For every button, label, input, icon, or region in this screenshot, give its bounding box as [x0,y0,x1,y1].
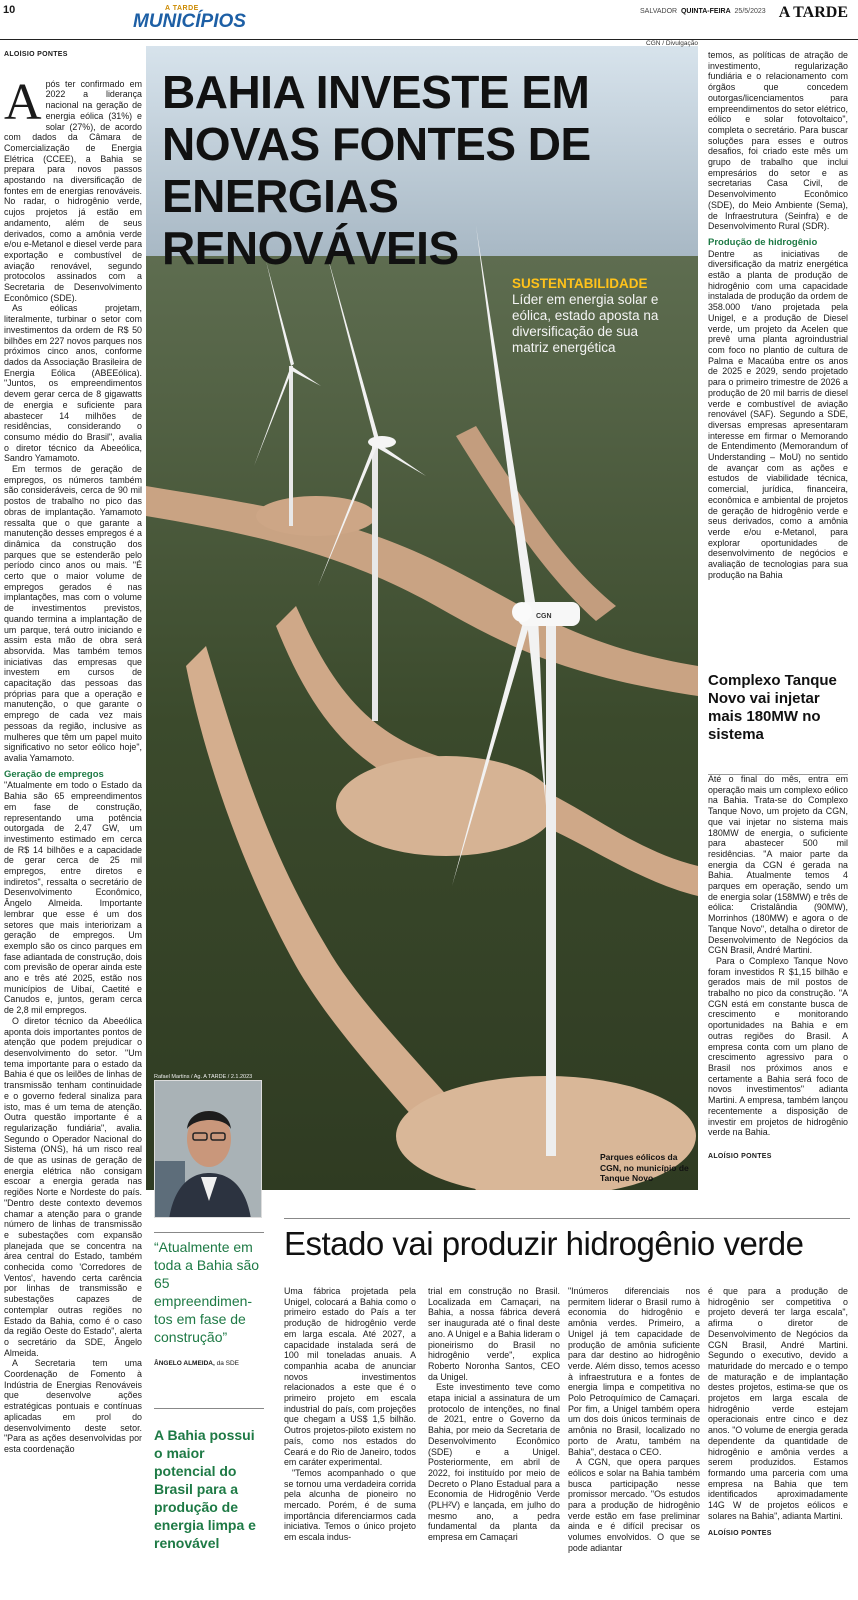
divider [154,1232,264,1233]
divider [284,1218,850,1219]
sidebar-headline: Complexo Tanque Novo vai injetar mais 180MW no sistema [708,672,848,775]
pull-quote-name: ÂNGELO ALMEIDA, [154,1360,215,1367]
story-column-3 [568,1286,700,1598]
left-column [4,50,142,1598]
story-byline: ALOÍSIO PONTES [708,1530,772,1538]
right-column [708,50,848,640]
paragraph: Em termos de geração de empregos, os números também são consideráveis, cerca de 90 mil postos de trabalho no pico das obras de implantação. Yamamoto ressalta que o que garante a manutenção desses empregos é a dinâmica da construção dos parques que se estenderão pelo período cinco anos ou mais. "É certo que o maior volume de empregos gerados é nas implantações, mas com o volume de investimentos previstos, quando termina a implantação de um parque, terá outro iniciando e assim esta mão de obra será absorvida. Mas também temos iniciativas das empresas que investem em cursos de capacitação das pessoas das próprias para que a operação e manutenção, o que garante o emprego de cada vez mais pessoas da região, inclusive as mulheres que têm um papel muito significativo no setor eólico hoje", avalia Yamamoto. [4,464,142,763]
lead-paragraph [4,73,142,304]
paragraph: Dentre as iniciativas de diversificação da matriz energética estão a planta de produção de hidrogênio com uma capacidade instalada de produção da ordem de 358.000 t/ano projetada pela Unigel, e a produção de Diesel verde, um projeto da Acelen que prevê uma planta agroindustrial com foco no plantio de cultura de Palma e Macaúba entre os anos de 2025 e 2029, sendo projetado para o primeiro trimestre de 2026 a produção de 20 mil barris de diesel verde e combustível de aviação renovável (SAF). Segundo a SDE, diversas empresas apresentaram interesse em firmar o Memorando de Entendimento (Memorandum of Understanding – MoU) no sentido de avançar com as ações e estudos de viabilidade técnica, comercial, jurídica, financeira, econômica e ambiental de projetos de geração de hidrogênio verde e seus derivados, como a amônia verde e/ou e-Metanol, para explorar oportunidades de desenvolvimento de negócios e avaliação de tecnologias para sua produção na Bahia [708,248,848,580]
turbine-logo: CGN [536,613,552,620]
story-column-4 [708,1286,848,1598]
divider [154,1408,264,1409]
paragraph: Para o Complexo Tanque Novo foram investidos R $1,15 bilhão e gerados mais de mil postos de trabalho no pico da construção. "A CGN está em constante busca de crescimento e monitorando oportunidades na Bahia e em outras regiões do Brasil. A empresa conta com um plano de crescimento agressivo para o Brasil nos próximos anos e certamente a Bahia será foco de novos investimentos" adianta Martini. A empresa, também lançou recentemente a disposição de investir em projetos de hidrogênio verde na Bahia. [708,955,848,1138]
paragraph: "Atualmente em todo o Estado da Bahia são 65 empreendimentos em fase de construção, representando uma potência outorgada de 2,47 GW, um investimento estimado em cerca de R$ 14 bilhões e a capacidade de gerar cerca de 25 mil empregos, entre diretos e indiretos", ressalta o secretário de Desenvolvimento Econômico, Ângelo Almeida. Importante lembrar que esse é um dos setores que mais interiorizam a geração de empregos. Um exemplo são os cinco parques em fase adiantada de construção, dois com previsão de operar ainda este ano e três até 2025, estão nos municípios de Uibaí, Caetité e Canudos e, juntos, geram cerca de 2,8 mil empregos. [4,780,142,1016]
kicker-tag: SUSTENTABILIDADE [512,276,648,291]
portrait-illustration [155,1081,262,1218]
story-column-2 [428,1286,560,1598]
paragraph: Uma fábrica projetada pela Unigel, colocará a Bahia como o primeiro estado do País a ter produção de hidrogênio verde em larga escala. Até 2027, a capacidade instalada será de 100 mil toneladas anuais. A companhia acaba de anunciar novos investimentos relacionados a este que é o primeiro projeto em escala industrial do país, com projeções que chegam a US$ 1,5 bilhão. Outros projetos-piloto existem no país, como nos estados do Ceará e do Rio de Janeiro, todos em caráter experimental. [284,1286,416,1468]
drop-cap: A [4,73,42,131]
newspaper-brand: A TARDE [778,4,848,21]
paragraph: A CGN, que opera parques eólicos e solar na Bahia também busca participação nesse promissor mercado. "Os estudos para a produção de hidrogênio verde estão em fase preliminar ainda e é difícil precisar os volumes envolvidos. O que se pode adiantar [568,1457,700,1553]
kicker [512,276,672,356]
story-column-1 [284,1286,416,1598]
sidebar-column [708,774,848,1204]
paragraph: Este investimento teve como etapa inicial a assinatura de um protocolo de intenções, no final de 2021, entre o Governo da Bahia, por meio da Secretaria de Desenvolvimento Econômico (SDE) e a Unigel. Posteriormente, em abril de 2022, foi instituído por meio de Decreto o Plano Estadual para a Economia de Hidrogênio Verde (PLH²V) e lançada, em julho do mesmo ano, a pedra fundamental da planta da empresa em Camaçari [428,1382,560,1543]
inset-credit: Rafael Martins / Ag. A TARDE / 2.1.2023 [154,1074,253,1080]
weekday: QUINTA-FEIRA [680,8,731,15]
lead-text: pós ter confirmado em 2022 a liderança nacional na geração de energia eólica (31%) e solar (27%), de acordo com dados da Câmara de Comercialização de Energia Elétrica (CCEE), a Bahia se prepara para novos passos apostando na diversificação de fontes em de energias renováveis. No radar, o hidrogênio verde, cujos projetos já estão em andamento, além de seus derivados, como a amônia verde e/ou e-Metanol e diesel verde para exportação e combustível de aviação renovável, segundo protocolos assinados com a Secretaria de Desenvolvimento Econômico (SDE). [4,78,142,303]
paragraph: trial em construção no Brasil. Localizada em Camaçari, na Bahia, a nossa fábrica deverá ser inaugurada até o final deste ano. A Unigel e a Bahia lideram o pioneirismo do Brasil no hidrogênio verde", explica Roberto Noronha Santos, CEO da Unigel. [428,1286,560,1382]
paragraph: A Secretaria tem uma Coordenação de Fomento à Indústria de Energias Renováveis que desenvolve ações estratégicas pontuais e contínuas aplicadas em prol do desenvolvimento deste setor. "Para as ações desenvolvidas por esta coordenação [4,1358,142,1454]
highlight-quote: A Bahia possui o maior potencial do Brasil para a produção de energia limpa e renovável [154,1427,256,1551]
kicker-text: Líder em energia solar e eólica, estado aposta na diversificação de sua matriz energética [512,292,659,355]
page-headline: BAHIA INVESTE EM NOVAS FONTES DE ENERGIAS RENOVÁVEIS [162,66,591,274]
section-logo-small: A TARDE [165,5,199,12]
pull-quote-source [154,1360,239,1367]
sidebar-byline: ALOÍSIO PONTES [708,1152,772,1160]
page-header [0,0,858,40]
paragraph: "Temos acompanhado o que se tornou uma verdadeira corrida pela alcunha de pioneiro no mercado. Porém, é de suma importância diferenciarmos cada iniciativa. Temos o único projeto em escala indus- [284,1467,416,1543]
portrait-photo [154,1080,262,1218]
dateline [640,8,766,15]
paragraph: temos, as políticas de atração de investimento, regularização fundiária e o relacionamento com órgãos que concedem outorgas/licenciamentos para empreendimentos do setor elétrico, eólico e solar fotovoltaico", completa o secretário. Para buscar soluções para esses e outros desafios, foi criado este mês um grupo de trabalho que inclui empresários do setor e as secretarias Casa Civil, de Desenvolvimento Econômico (SDE), do Meio Ambiente (Sema), de Infraestrutura (Seinfra) e de Desenvolvimento Rural (SDR). [708,50,848,232]
photo-credit: CGN / Divulgação [646,40,699,47]
pull-quote-role: da SDE [216,1360,240,1367]
paragraph: Até o final do mês, entra em operação mais um complexo eólico na Bahia. Trata-se do Complexo Tanque Novo, um projeto da CGN, que vai injetar no sistema mais 180MW de energia, o suficiente para abastecer 500 mil residências. "A maior parte da energia da CGN é gerada na Bahia. Atualmente temos 4 parques em operação, sendo um de energia solar (158MW) e três de eólica: Cristalândia (90MW), Morrinhos (180MW) e agora o de Tanque Novo", detalha o diretor de Desenvolvimento de Negócios da CGN Brasil, André Martini. [708,774,848,956]
date: 25/5/2023 [734,8,766,15]
paragraph: As eólicas projetam, literalmente, turbinar o setor com investimentos da ordem de R$ 50 bilhões em 227 novos parques nos próximos cinco anos, conforme dados da Associação Brasileira de Energia Eólica (ABEEólica). "Juntos, os empreendimentos devem gerar cerca de 8 gigawatts de energia e suficiente para abastecer 14 milhões de residências, considerando o consumo médio do Brasil", avalia o diretor técnico da Abeeólica, Sandro Yamamoto. [4,303,142,464]
paragraph: O diretor técnico da Abeeólica aponta dois importantes pontos de atenção que podem prejudicar o desenvolvimento do setor. "Um tema importante para o estado da Bahia é que os leilões de linhas de transmissão tenham continuidade e o governo federal sinaliza para isto, mas é um tema de atenção. Outra questão importante é a regularização fundiária", avalia. Segundo o Operador Nacional do Sistema (ONS), há um risco real de que as usinas de geração de energia elétrica não consigam escoar a energia gerada nas regiões Norte e Nordeste do país. "Dentro deste contexto devemos chamar a atenção para o grande número de linhas de transmissão e subestações com expansão planejada que se concentra na área central do Estado, também conhecida como 'Corredores de Ventos', havendo certa carência por linhas de transmissão e subestações capazes de contemplar outras regiões no Estado da Bahia, como é o caso da região Oeste do Estado", alerta o secretário da SDE, Ângelo Almeida. [4,1015,142,1358]
section-name: MUNICÍPIOS [133,11,246,32]
story-headline: Estado vai produzir hidrogênio verde [284,1225,804,1262]
paragraph: "Inúmeros diferenciais nos permitem liderar o Brasil rumo à economia do hidrogênio e amônia verdes. Primeiro, a Unigel já tem capacidade de produção de amônia suficiente para dar destino ao hidrogênio verde. Além disso, temos acesso à infraestrutura e a fontes de energia limpa e competitiva no Polo Petroquímico de Camaçari. Por fim, a Unigel também opera um dos dois únicos terminais de amônia no Brasil, localizado no porto de Aratu, também na Bahia", destaca o CEO. [568,1286,700,1457]
subhead-jobs: Geração de empregos [4,768,104,780]
section-logo [133,6,253,34]
subhead-hydrogen: Produção de hidrogênio [708,236,818,248]
pull-quote: “Atualmente em toda a Bahia são 65 empreendimen-tos em fase de construção” [154,1239,260,1345]
page-number: 10 [3,4,16,16]
photo-caption: Parques eólicos da CGN, no município de Tanque Novo [600,1152,689,1183]
byline: ALOÍSIO PONTES [4,51,68,58]
paragraph: é que para a produção de hidrogênio ser competitiva o projeto deverá ter larga escala", afirma o diretor de Desenvolvimento de Negócios da CGN Brasil, André Martini. Segundo o executivo, devido a maturidade do mercado e o tempo de maturação e de implantação destes projetos, estima-se que os projetos em larga escala de hidrogênio verde estejam operacionais entre cinco e dez anos. "O volume de energia gerada dependente da quantidade de hidrogênio e amônia verdes a serem produzidos. Estamos formando uma parceria com uma empresa na Bahia que tem identificados aproximadamente 14G W de projetos eólicos e solares na Bahia", adianta Martini. [708,1286,848,1521]
city: SALVADOR [640,8,678,15]
